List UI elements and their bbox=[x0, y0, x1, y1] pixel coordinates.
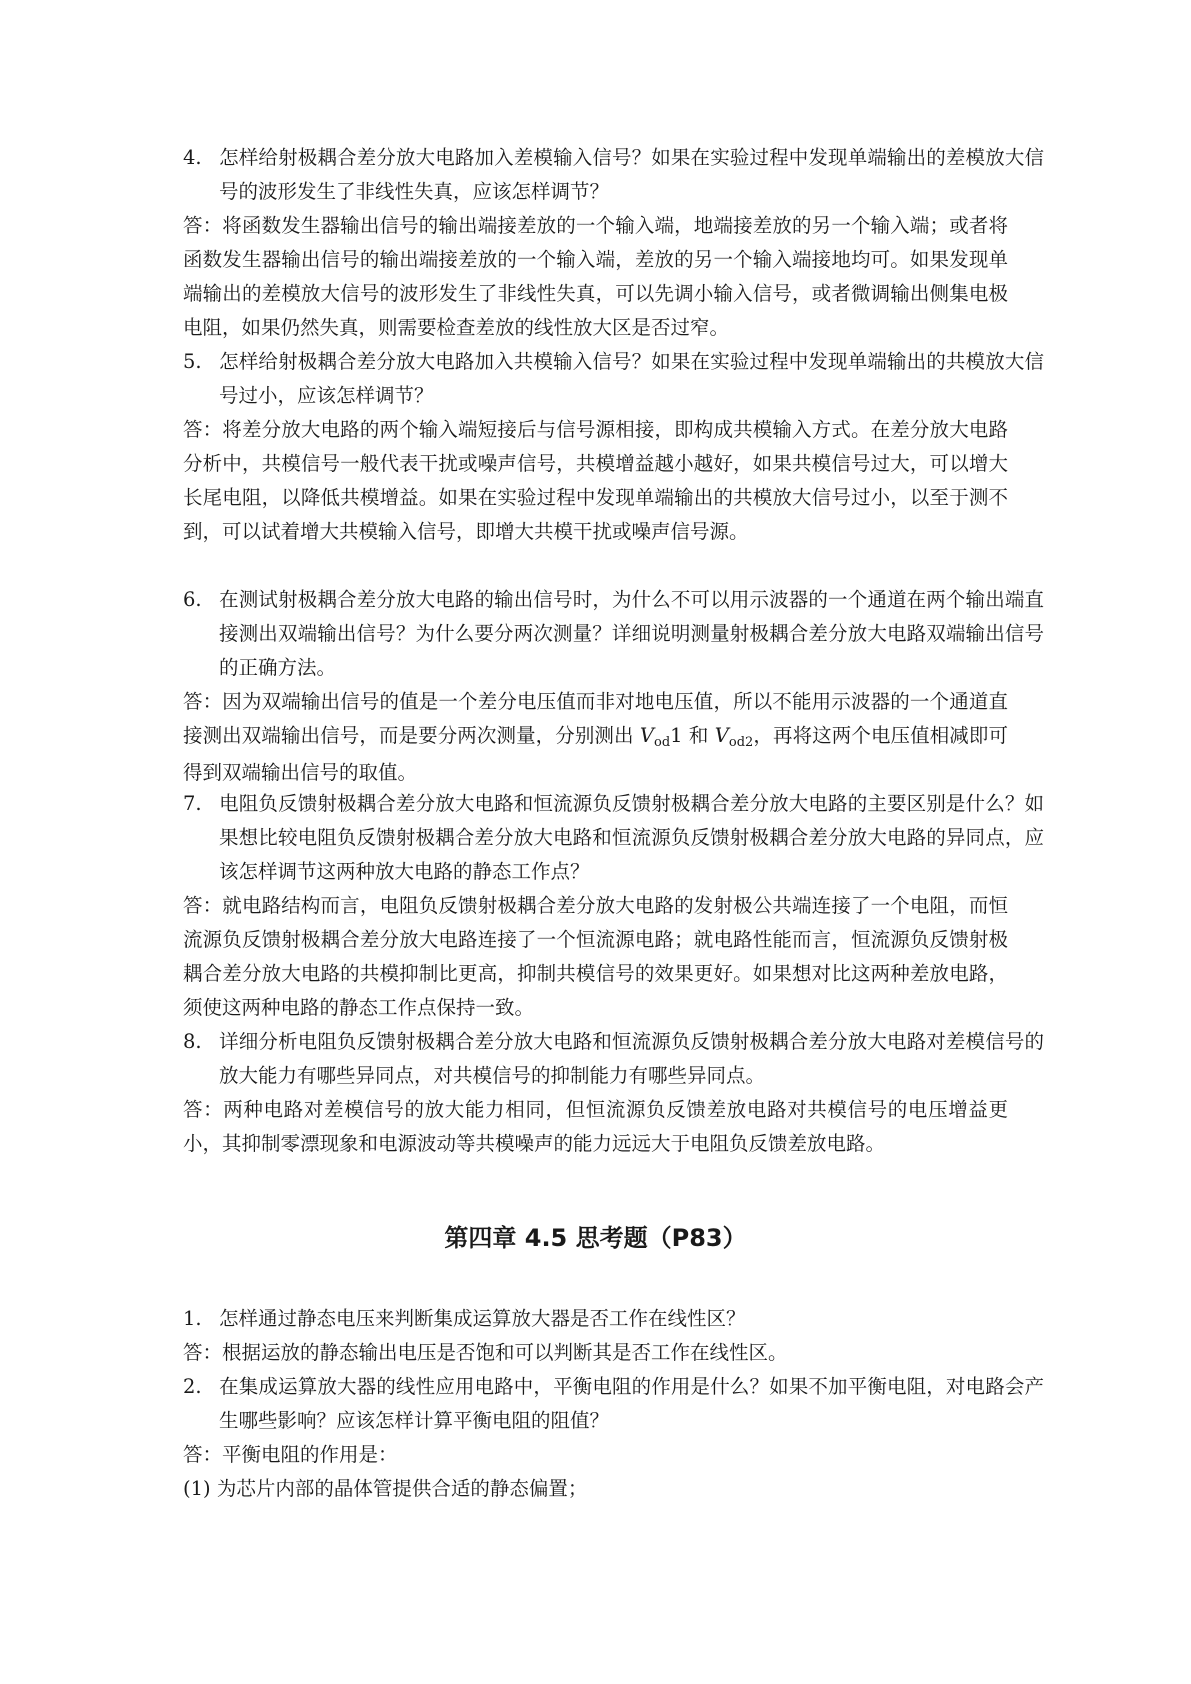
question-number: 1. bbox=[183, 1307, 202, 1330]
question-7 bbox=[183, 787, 1044, 889]
question-number: 5. bbox=[183, 350, 202, 373]
voltage-symbol: V bbox=[714, 724, 729, 747]
answer-text: ，再将这两个电压值相减即可得到双端输出信号的取值。 bbox=[183, 724, 1008, 784]
chapter4-answer-1: 答：根据运放的静态输出电压是否饱和可以判断其是否工作在线性区。 bbox=[183, 1341, 788, 1364]
question-number: 2. bbox=[183, 1375, 202, 1398]
answer-text: 和 bbox=[682, 724, 715, 747]
question-text: 电阻负反馈射极耦合差分放大电路和恒流源负反馈射极耦合差分放大电路的主要区别是什么？如果想比较电阻负反馈射极耦合差分放大电路和恒流源负反馈射极耦合差分放大电路的异同点，应该怎样调节这两种放大电路的静态工作点？ bbox=[219, 792, 1044, 883]
voltage-subscript: od bbox=[654, 735, 671, 750]
chapter4-answer-2: 答：平衡电阻的作用是： bbox=[183, 1443, 398, 1466]
question-6 bbox=[183, 583, 1044, 685]
question-5 bbox=[183, 345, 1044, 413]
question-text: 在集成运算放大器的线性应用电路中，平衡电阻的作用是什么？如果不加平衡电阻，对电路会产生哪些影响？应该怎样计算平衡电阻的阻值？ bbox=[219, 1375, 1044, 1432]
question-text: 详细分析电阻负反馈射极耦合差分放大电路和恒流源负反馈射极耦合差分放大电路对差模信号的放大能力有哪些异同点，对共模信号的抑制能力有哪些异同点。 bbox=[219, 1030, 1044, 1087]
chapter4-question-2 bbox=[183, 1370, 1044, 1438]
question-8 bbox=[183, 1025, 1044, 1093]
voltage-index: 1 bbox=[670, 724, 683, 747]
question-number: 4. bbox=[183, 146, 202, 169]
answer-8: 答：两种电路对差模信号的放大能力相同，但恒流源负反馈差放电路对共模信号的电压增益更小，其抑制零漂现象和电源波动等共模噪声的能力远远大于电阻负反馈差放电路。 bbox=[183, 1098, 1008, 1155]
answer-6 bbox=[183, 685, 1008, 790]
question-text: 怎样给射极耦合差分放大电路加入差模输入信号？如果在实验过程中发现单端输出的差模放大信号的波形发生了非线性失真，应该怎样调节？ bbox=[219, 146, 1044, 203]
question-4 bbox=[183, 141, 1044, 209]
chapter-heading: 第四章 4.5 思考题（P83） bbox=[444, 1224, 747, 1252]
question-number: 7. bbox=[183, 792, 202, 815]
answer-5: 答：将差分放大电路的两个输入端短接后与信号源相接，即构成共模输入方式。在差分放大电路分析中，共模信号一般代表干扰或噪声信号，共模增益越小越好，如果共模信号过大，可以增大长尾电阻，以降低共模增益。如果在实验过程中发现单端输出的共模放大信号过小，以至于测不到，可以试着增大共模输入信号，即增大共模干扰或噪声信号源。 bbox=[183, 418, 1008, 543]
chapter4-question-1 bbox=[183, 1302, 1044, 1336]
voltage-symbol: V bbox=[639, 724, 655, 747]
question-text: 在测试射极耦合差分放大电路的输出信号时，为什么不可以用示波器的一个通道在两个输出端直接测出双端输出信号？为什么要分两次测量？详细说明测量射极耦合差分放大电路双端输出信号的正确方法。 bbox=[219, 588, 1044, 679]
answer-text: 答：因为双端输出信号的值是一个差分电压值而非对地电压值，所以不能用示波器的一个通道直接测出双端输出信号，而是要分两次测量，分别测出 bbox=[183, 690, 1008, 747]
answer-7: 答：就电路结构而言，电阻负反馈射极耦合差分放大电路的发射极公共端连接了一个电阻，而恒流源负反馈射极耦合差分放大电路连接了一个恒流源电路；就电路性能而言，恒流源负反馈射极耦合差分放大电路的共模抑制比更高，抑制共模信号的效果更好。如果想对比这两种差放电路，须使这两种电路的静态工作点保持一致。 bbox=[183, 894, 1008, 1019]
question-text: 怎样通过静态电压来判断集成运算放大器是否工作在线性区？ bbox=[219, 1307, 746, 1330]
question-number: 6. bbox=[183, 588, 202, 611]
chapter4-answer-2-point-1: (1) 为芯片内部的晶体管提供合适的静态偏置； bbox=[183, 1477, 588, 1500]
question-number: 8. bbox=[183, 1030, 202, 1053]
question-text: 怎样给射极耦合差分放大电路加入共模输入信号？如果在实验过程中发现单端输出的共模放大信号过小，应该怎样调节？ bbox=[219, 350, 1044, 407]
voltage-subscript: od2 bbox=[728, 735, 754, 750]
answer-4: 答：将函数发生器输出信号的输出端接差放的一个输入端，地端接差放的另一个输入端；或者将函数发生器输出信号的输出端接差放的一个输入端，差放的另一个输入端接地均可。如果发现单端输出的差模放大信号的波形发生了非线性失真，可以先调小输入信号，或者微调输出侧集电极电阻，如果仍然失真，则需要检查差放的线性放大区是否过窄。 bbox=[183, 214, 1008, 339]
